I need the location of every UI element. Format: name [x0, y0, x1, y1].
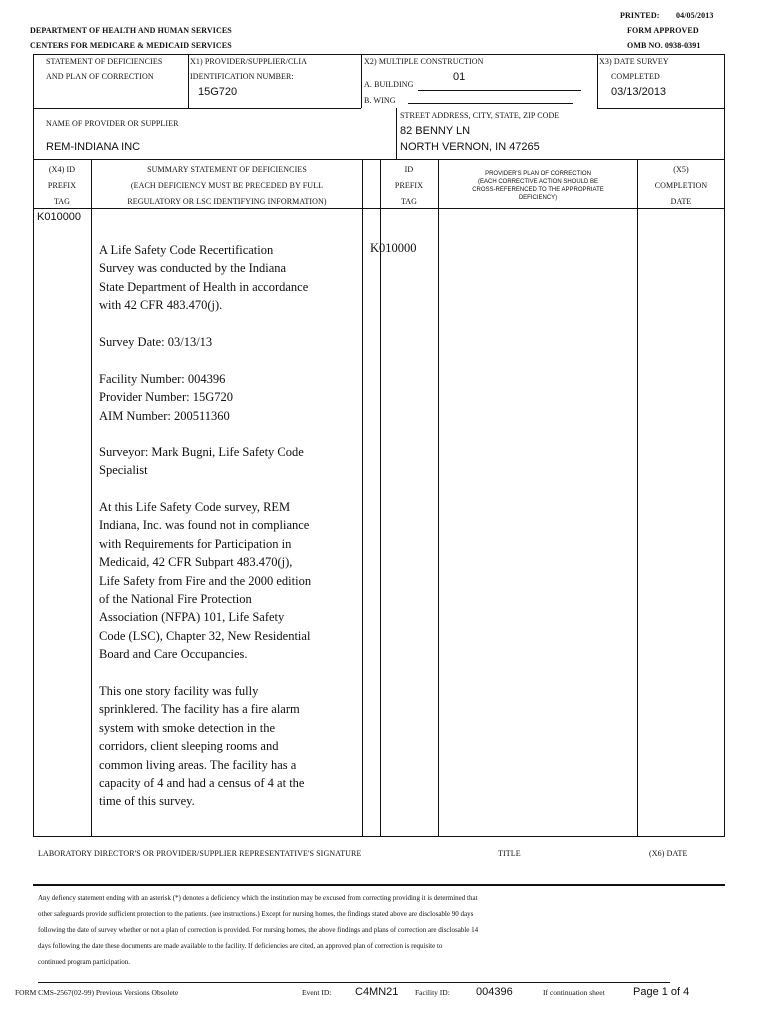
provider-number-value: 15G720: [198, 86, 238, 98]
address-line-2: NORTH VERNON, IN 47265: [400, 141, 540, 153]
statement-label-1: STATEMENT OF DEFICIENCIES: [46, 57, 163, 66]
wing-label: B. WING: [364, 96, 396, 105]
paragraph-recertification: A Life Safety Code Recertification Survey was conducted by the Indiana State Department of Health in accordance with 42 CFR 483.470(j).: [99, 243, 309, 313]
summary-header-3: REGULATORY OR LSC IDENTIFYING INFORMATION): [127, 197, 327, 206]
plan-header-3: CROSS-REFERENCED TO THE APPROPRIATE: [472, 187, 604, 193]
paragraph-facility-description: This one story facility was fully sprinklered. The facility has a fire alarm system with smoke detection in the corridors, client sleeping rooms and common living areas. The facility has a capacity of 4 and had a census of 4 at the time of this survey.: [99, 684, 305, 809]
paragraph-survey-date: Survey Date: 03/13/13: [99, 335, 213, 349]
paragraph-facility-numbers: Facility Number: 004396 Provider Number: 15G720 AIM Number: 200511360: [99, 372, 234, 423]
x3-label-1: X3) DATE SURVEY: [599, 57, 669, 66]
x1-label-1: X1) PROVIDER/SUPPLIER/CLIA: [190, 57, 308, 66]
provider-name-value: REM-INDIANA INC: [46, 141, 141, 153]
x2-label: X2) MULTIPLE CONSTRUCTION: [364, 57, 484, 66]
summary-header-1: SUMMARY STATEMENT OF DEFICIENCIES: [147, 165, 307, 174]
address-line-1: 82 BENNY LN: [400, 125, 471, 137]
id-header-1: ID: [404, 165, 414, 174]
disclaimer-line-5: continued program participation.: [38, 958, 130, 966]
department-title: DEPARTMENT OF HEALTH AND HUMAN SERVICES: [30, 26, 232, 35]
disclaimer-line-4: days following the date these documents are made available to the facility. If deficiencies are cited, an approved plan of correction is requisite to: [38, 942, 443, 950]
paragraph-compliance: At this Life Safety Code survey, REM Indiana, Inc. was found not in compliance with Requirements for Participation in Medicaid, 42 CFR Subpart 483.470(j), Life Safety from Fire and the 2000 edition of the National Fire Protection Association (NFPA) 101, Life Safety Code (LSC), Chapter 32, New Residential Board and Care Occupancies.: [99, 500, 312, 662]
facility-id-label: Facility ID:: [415, 988, 450, 997]
continuation-label: If continuation sheet: [543, 988, 605, 997]
event-id-value: C4MN21: [355, 986, 399, 998]
disclaimer-line-1: Any defiency statement ending with an asterisk (*) denotes a deficiency which the institution may be excused from correcting providing it is determined that: [38, 894, 478, 902]
statement-label-2: AND PLAN OF CORRECTION: [46, 72, 154, 81]
summary-header-2: (EACH DEFICIENCY MUST BE PRECEDED BY FULL: [130, 181, 324, 190]
left-prefix-tag: K010000: [37, 211, 82, 223]
survey-completed-date: 03/13/2013: [611, 86, 667, 98]
id-header-3: TAG: [400, 197, 418, 206]
omb-number: OMB NO. 0938-0391: [627, 41, 701, 50]
x4-header-1: (X4) ID: [48, 165, 76, 174]
page-number: Page 1 of 4: [633, 986, 690, 998]
x5-header-1: (X5): [673, 165, 689, 174]
disclaimer-line-3: following the date of survey whether or not a plan of correction is provided. For nursing homes, the above findings and plans of correction are disclosable 14: [38, 926, 479, 934]
signature-label: LABORATORY DIRECTOR'S OR PROVIDER/SUPPLIER REPRESENTATIVE'S SIGNATURE: [38, 849, 362, 858]
facility-id-value: 004396: [476, 986, 513, 998]
title-label: TITLE: [498, 849, 521, 858]
x4-header-2: PREFIX: [47, 181, 77, 190]
x5-header-3: DATE: [670, 197, 692, 206]
id-header-2: PREFIX: [394, 181, 424, 190]
x6-date-label: (X6) DATE: [649, 849, 688, 858]
address-label: STREET ADDRESS, CITY, STATE, ZIP CODE: [400, 111, 560, 120]
cms-title: CENTERS FOR MEDICARE & MEDICAID SERVICES: [30, 41, 232, 50]
provider-name-label: NAME OF PROVIDER OR SUPPLIER: [46, 119, 179, 128]
plan-header-2: (EACH CORRECTIVE ACTION SHOULD BE: [477, 179, 599, 185]
building-value: 01: [453, 71, 466, 83]
form-approved: FORM APPROVED: [627, 26, 699, 35]
x3-label-2: COMPLETED: [611, 72, 660, 81]
plan-header-4: DEFICIENCY): [518, 195, 558, 201]
printed-label: PRINTED:: [620, 11, 660, 20]
x1-label-2: IDENTIFICATION NUMBER:: [190, 72, 294, 81]
building-label: A. BUILDING: [364, 80, 414, 89]
printed-date: 04/05/2013: [676, 11, 714, 20]
event-id-label: Event ID:: [302, 988, 332, 997]
disclaimer-line-2: other safeguards provide sufficient protection to the patients. (see instructions.) Except for nursing homes, the findings stated above are disclosable 90 days: [38, 910, 474, 918]
form-number: FORM CMS-2567(02-99) Previous Versions Obsolete: [15, 988, 179, 997]
right-prefix-tag: K010000: [370, 241, 417, 255]
x5-header-2: COMPLETION: [654, 181, 708, 190]
plan-header-1: PROVIDER'S PLAN OF CORRECTION: [485, 171, 591, 177]
paragraph-surveyor: Surveyor: Mark Bugni, Life Safety Code Specialist: [99, 445, 304, 478]
x4-header-3: TAG: [53, 197, 71, 206]
